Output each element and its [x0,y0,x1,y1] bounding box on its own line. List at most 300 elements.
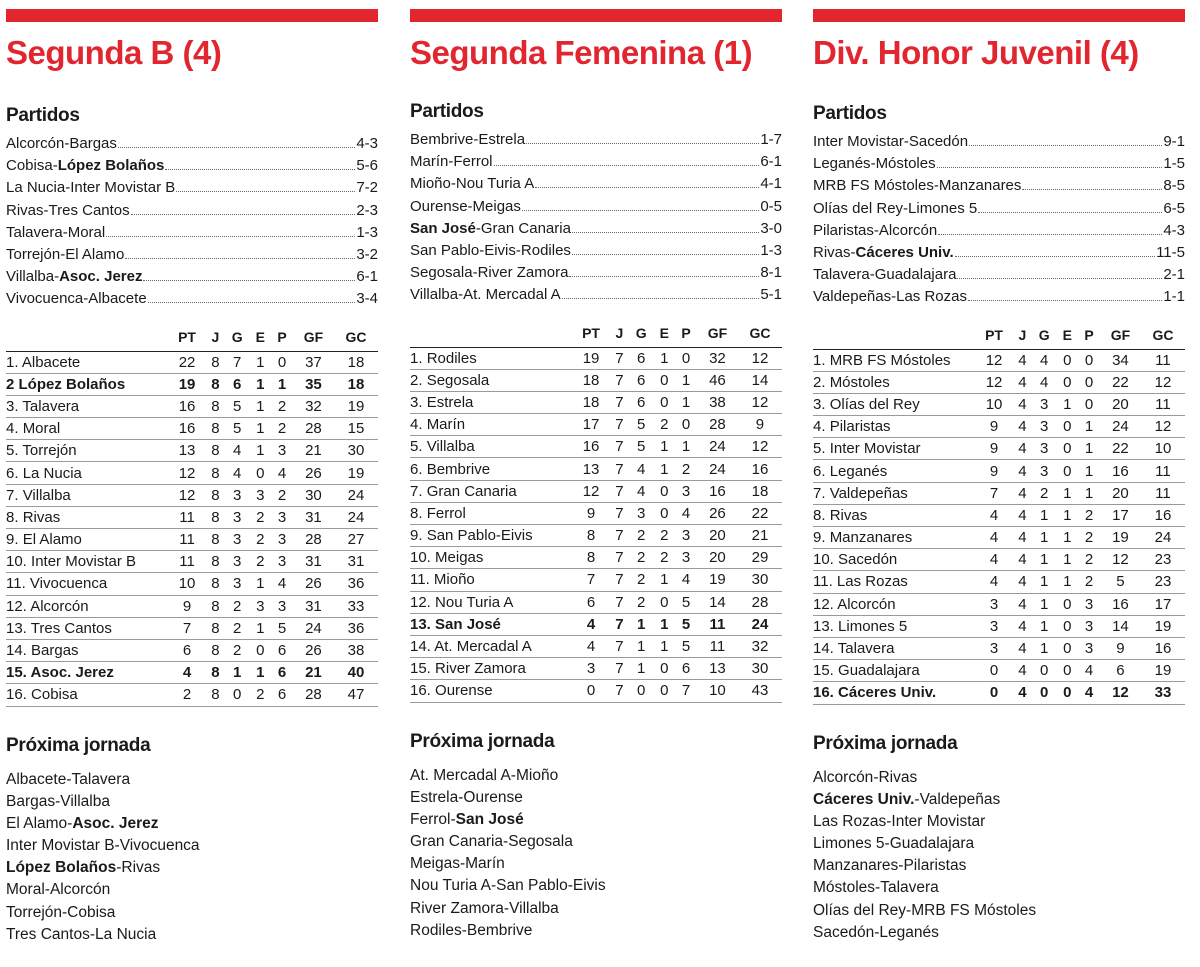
stat-gf: 17 [1100,504,1141,526]
match-score: 4-1 [760,175,782,193]
stat-p: 3 [1078,593,1100,615]
standings-row [813,571,1185,593]
stat-gc: 22 [738,502,782,524]
stat-pt: 7 [572,569,610,591]
column-div-honor-juvenil [813,0,1185,946]
match-result-row [813,155,1185,177]
match-result-row [6,202,378,224]
fixture-dash: - [898,857,904,875]
away-team: Albacete [88,290,147,308]
next-fixture-row [813,791,1185,813]
match-teams [813,222,937,239]
stat-gc: 16 [1141,504,1185,526]
stat-g: 1 [629,658,654,680]
position: 8. [813,506,826,524]
stat-j: 4 [1013,438,1032,460]
match-score: 4-3 [356,135,378,152]
stat-pt: 9 [975,460,1013,482]
stat-gc: 27 [334,529,378,551]
home-team: Rivas [813,243,851,261]
standings-row [813,416,1185,438]
column-header: P [271,323,293,352]
away-team: Asoc. Jerez [72,814,159,832]
team-name: El Alamo [22,531,82,549]
home-team: Segosala [410,264,473,282]
standings-row [410,569,782,591]
stat-g: 0 [1032,660,1057,682]
standings-row [410,458,782,480]
stat-pt: 13 [572,458,610,480]
match-dash: - [458,286,464,304]
stat-gf: 20 [697,525,738,547]
stat-g: 1 [629,613,654,635]
standings-team-cell [6,529,168,551]
away-team: San Pablo-Eivis [496,877,606,895]
team-name: Rivas [22,508,61,526]
standings-team-cell [813,593,975,615]
fixture-dash: - [62,903,68,921]
dotted-leader [494,165,760,166]
stat-pt: 12 [168,462,206,484]
next-fixture-row [410,789,782,811]
team-name: Valdepeñas [829,484,908,502]
column-header: J [610,319,629,348]
column-header [813,321,975,350]
dotted-leader [125,258,355,259]
stat-gc: 30 [738,569,782,591]
stat-j: 8 [206,684,225,706]
home-team: Olías del Rey [813,901,907,919]
stat-gf: 21 [293,662,334,684]
stat-j: 7 [610,658,629,680]
stat-p: 2 [271,484,293,506]
stat-j: 4 [1013,504,1032,526]
match-score: 7-2 [356,179,378,197]
stat-gc: 47 [334,684,378,706]
match-score: 5-6 [356,157,378,175]
stat-pt: 8 [572,525,610,547]
match-result-row [6,157,378,179]
match-result-row [813,244,1185,266]
stat-g: 6 [225,373,250,395]
fixture-dash: - [874,923,880,941]
position: 13. [6,619,27,637]
match-dash: - [52,157,58,175]
position: 7. [410,482,423,500]
next-fixture-row [6,926,378,948]
stat-e: 1 [653,635,675,657]
stat-pt: 19 [168,373,206,395]
position: 12. [6,597,27,615]
standings-row [410,347,782,369]
away-team: Alcorcón [49,881,111,899]
standings-team-cell [410,525,572,547]
stat-gc: 19 [1141,660,1185,682]
match-dash: - [450,175,456,193]
home-team: Pilaristas [813,221,874,239]
stat-j: 8 [206,484,225,506]
stat-e: 0 [1056,438,1078,460]
stat-gf: 30 [293,484,334,506]
home-team: Cobisa [6,157,53,175]
team-name: River Zamora [435,660,526,678]
standings-team-cell [813,349,975,371]
standings-row [410,635,782,657]
stat-j: 8 [206,351,225,373]
next-round-heading: Próxima jornada [410,730,555,752]
stat-pt: 0 [572,680,610,702]
team-name: Vivocuenca [29,575,108,593]
match-score: 1-7 [760,131,782,148]
standings-row [6,484,378,506]
match-teams [813,288,967,305]
match-dash: - [873,221,879,239]
home-team: Ferrol [410,810,451,828]
stat-p: 6 [271,639,293,661]
stat-pt: 7 [975,482,1013,504]
matches-heading: Partidos [813,103,887,124]
stat-j: 7 [610,369,629,391]
next-fixture-row [6,771,378,793]
column-header: J [206,323,225,352]
stat-gf: 28 [293,684,334,706]
team-name: Sacedón [838,551,898,569]
stat-g: 6 [629,347,654,369]
stat-gf: 46 [697,369,738,391]
away-team: San José [455,810,524,828]
standings-team-cell [813,504,975,526]
match-teams [813,266,956,283]
stat-gf: 10 [697,680,738,702]
dotted-leader [572,254,759,255]
match-score: 1-1 [1163,288,1185,306]
stat-gc: 12 [738,347,782,369]
away-team: Limones 5 [908,199,978,217]
stat-g: 4 [1032,349,1057,371]
away-team: El Alamo [65,245,125,263]
column-header: GC [334,323,378,352]
stat-p: 7 [675,680,697,702]
stat-g: 1 [1032,549,1057,571]
match-teams [410,286,561,303]
stat-gf: 22 [1100,438,1141,460]
stat-gf: 14 [697,591,738,613]
stat-p: 0 [675,347,697,369]
standings-team-cell [813,460,975,482]
stat-g: 6 [629,391,654,413]
position: 1. [6,353,19,371]
stat-g: 4 [1032,371,1057,393]
stat-p: 3 [675,525,697,547]
stat-gc: 23 [1141,571,1185,593]
stat-gc: 11 [1141,349,1185,371]
standings-table [6,323,378,707]
away-team: Bembrive [466,921,533,939]
stat-p: 3 [1078,637,1100,659]
stat-p: 1 [1078,460,1100,482]
home-team: Torrejón [6,245,61,263]
stat-j: 4 [1013,571,1032,593]
stat-p: 2 [271,418,293,440]
standings-team-cell [813,549,975,571]
stat-j: 8 [206,639,225,661]
stat-pt: 4 [975,527,1013,549]
stat-j: 4 [1013,416,1032,438]
standings-row [813,615,1185,637]
home-team: López Bolaños [6,859,117,877]
stat-pt: 4 [572,635,610,657]
standings-team-cell [410,591,572,613]
league-title: Segunda Femenina (1) [410,34,753,71]
team-name: Marín [426,416,466,434]
stat-pt: 4 [975,549,1013,571]
column-header: PT [975,321,1013,350]
stat-pt: 4 [975,504,1013,526]
column-header: G [1032,321,1057,350]
match-score: 1-5 [1163,155,1185,173]
away-team: Nou Turia A [455,175,535,193]
match-result-row [410,175,782,197]
standings-row [813,593,1185,615]
stat-gc: 23 [1141,549,1185,571]
away-team: La Nucia [95,925,157,943]
stat-e: 0 [653,591,675,613]
stat-e: 1 [1056,393,1078,415]
stat-e: 1 [249,440,271,462]
home-team: Valdepeñas [813,288,892,306]
match-teams [410,220,571,237]
match-score: 9-1 [1163,133,1185,150]
fixture-dash: - [510,766,516,784]
stat-pt: 0 [975,682,1013,704]
team-name: Bargas [31,642,79,660]
column-header: GC [1141,321,1185,350]
stat-p: 0 [1078,393,1100,415]
stat-e: 1 [653,436,675,458]
standings-team-cell [813,527,975,549]
stat-j: 8 [206,662,225,684]
stat-j: 4 [1013,393,1032,415]
stat-e: 1 [1056,504,1078,526]
stat-e: 1 [1056,527,1078,549]
stat-pt: 4 [572,613,610,635]
home-team: Talavera [813,266,870,284]
position: 9. [410,527,423,545]
fixture-dash: - [458,788,464,806]
stat-pt: 3 [572,658,610,680]
position: 1. [410,349,423,367]
stat-j: 8 [206,573,225,595]
position: 6. [6,464,19,482]
fixture-dash: - [886,812,892,830]
dotted-leader [165,169,355,170]
match-result-row [813,288,1185,310]
away-team: Las Rozas [896,288,967,306]
stat-j: 4 [1013,349,1032,371]
away-team: Móstoles [875,155,936,173]
standings-team-cell [410,369,572,391]
stat-g: 2 [225,595,250,617]
stat-pt: 17 [572,414,610,436]
stat-gc: 9 [738,414,782,436]
home-team: El Alamo [6,814,68,832]
standings-team-cell [410,458,572,480]
stat-j: 4 [1013,593,1032,615]
stat-p: 4 [675,502,697,524]
team-name: Asoc. Jerez [30,664,114,682]
stat-pt: 7 [168,617,206,639]
stat-pt: 9 [975,438,1013,460]
dotted-leader [535,187,759,188]
next-fixture-row [813,857,1185,879]
fixture-dash: - [44,881,50,899]
stat-gf: 26 [293,573,334,595]
match-teams [410,131,525,148]
away-team: Tres Cantos [48,201,130,219]
column-header: GC [738,319,782,348]
match-score: 2-3 [356,201,378,219]
column-header: E [249,323,271,352]
standings-row [410,502,782,524]
match-teams [410,198,521,215]
away-team: Mioño [515,766,559,784]
stat-e: 0 [1056,593,1078,615]
stat-gc: 32 [738,635,782,657]
stat-gc: 11 [1141,460,1185,482]
standings-row [410,658,782,680]
stat-e: 0 [653,391,675,413]
stat-g: 6 [629,369,654,391]
match-result-row [410,264,782,286]
stat-p: 1 [1078,438,1100,460]
stat-p: 0 [271,351,293,373]
stat-g: 5 [225,418,250,440]
stat-gc: 38 [334,639,378,661]
team-name: Rodiles [426,349,477,367]
match-result-row [410,153,782,175]
away-team: River Zamora [477,264,569,282]
column-segunda-femenina [410,0,782,944]
away-team: Segosala [508,833,573,851]
league-title: Div. Honor Juvenil (4) [813,34,1139,71]
dotted-leader [957,278,1162,279]
home-team: San José [410,219,476,237]
match-dash: - [83,290,89,308]
away-team: Guadalajara [874,266,957,284]
home-team: Leganés [813,155,871,173]
match-teams [6,268,142,285]
home-team: Sacedón [813,923,875,941]
standings-team-cell [813,482,975,504]
stat-e: 0 [653,369,675,391]
home-team: Olías del Rey [813,199,904,217]
stat-pt: 6 [168,639,206,661]
team-name: Albacete [21,353,81,371]
red-divider-bar [813,9,1185,22]
stat-pt: 11 [168,506,206,528]
fixture-dash: - [884,835,890,853]
stat-gf: 26 [293,639,334,661]
stat-pt: 12 [975,349,1013,371]
away-team: Leganés [879,923,939,941]
stat-pt: 11 [168,529,206,551]
position: 13. [813,617,834,635]
standings-row [813,460,1185,482]
match-score: 8-5 [1163,177,1185,195]
next-round-list [6,771,378,949]
stat-gc: 24 [738,613,782,635]
stat-gf: 13 [697,658,738,680]
column-header: G [629,319,654,348]
standings-row [813,637,1185,659]
stat-pt: 12 [572,480,610,502]
stat-g: 4 [629,480,654,502]
home-team: Meigas [410,855,460,873]
stat-g: 4 [225,462,250,484]
stat-gc: 28 [738,591,782,613]
match-result-row [6,135,378,157]
stat-p: 3 [271,440,293,462]
stat-g: 2 [1032,482,1057,504]
stat-gf: 26 [293,462,334,484]
stat-g: 1 [1032,504,1057,526]
standings-row [6,462,378,484]
home-team: Moral [6,881,45,899]
standings-row [813,504,1185,526]
position: 15. [813,662,834,680]
match-teams [6,290,147,307]
match-result-row [6,224,378,246]
stat-p: 1 [675,436,697,458]
stat-j: 4 [1013,549,1032,571]
fixture-dash: - [114,837,120,855]
standings-row [6,506,378,528]
dotted-leader [176,191,355,192]
match-score: 0-5 [760,197,782,215]
home-team: Rivas [6,201,44,219]
match-score: 6-1 [760,153,782,171]
stat-p: 6 [271,684,293,706]
stat-gc: 15 [334,418,378,440]
home-team: Rodiles [410,921,462,939]
stat-g: 3 [225,484,250,506]
home-team: Villalba [410,286,459,304]
stat-j: 7 [610,569,629,591]
position: 8. [6,508,19,526]
home-team: Inter Movistar [813,133,904,150]
stat-pt: 4 [168,662,206,684]
stat-j: 7 [610,680,629,702]
stat-gf: 22 [1100,371,1141,393]
stat-g: 2 [629,525,654,547]
stat-g: 1 [629,635,654,657]
dotted-leader [569,276,759,277]
stat-gc: 19 [334,395,378,417]
stat-e: 1 [249,573,271,595]
column-header: GF [697,319,738,348]
stat-pt: 3 [975,637,1013,659]
position: 6. [410,460,423,478]
team-name: Inter Movistar B [31,553,137,571]
stat-pt: 19 [572,347,610,369]
standings-team-cell [6,462,168,484]
team-name: Pilaristas [829,418,891,436]
match-teams [410,242,571,259]
stat-e: 2 [249,529,271,551]
home-team: At. Mercadal A [410,766,511,784]
standings-team-cell [6,395,168,417]
next-fixture-row [410,767,782,789]
